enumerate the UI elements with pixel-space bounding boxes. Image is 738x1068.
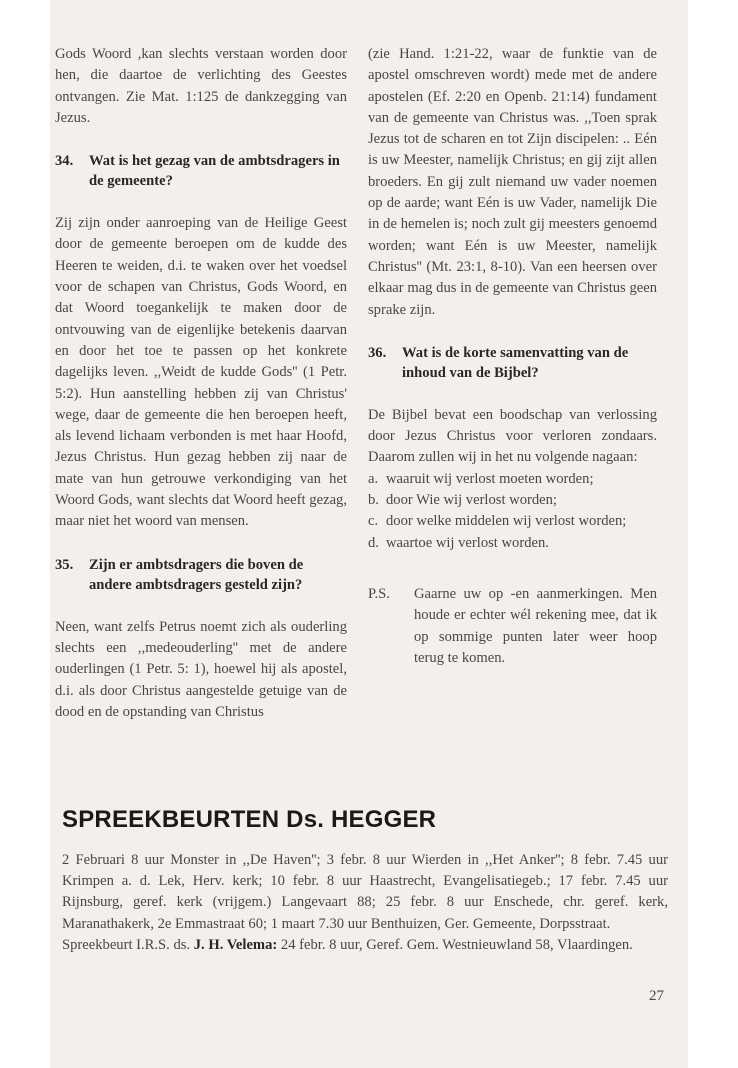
list-item bbox=[368, 490, 657, 511]
list-label: c. bbox=[368, 513, 379, 530]
section-heading: SPREEKBEURTEN Ds. HEGGER bbox=[62, 806, 437, 833]
right-column bbox=[368, 44, 657, 669]
answer-35: Neen, want zelfs Petrus noemt zich als ouderling slechts een ,,medeouderling'' met de andere ouderlingen (1 Petr. 5: 1), hoewel hij als apostel, d.i. als door Christus aangestelde getuige van de dood en de opstanding van Christus bbox=[55, 618, 347, 720]
list-text: door Wie wij verlost worden; bbox=[386, 492, 557, 509]
list-item bbox=[368, 469, 657, 490]
question-number: 34. bbox=[55, 153, 74, 170]
list-text: door welke middelen wij verlost worden; bbox=[386, 513, 627, 530]
answer-34: Zij zijn onder aanroeping van de Heilige Geest door de gemeente beroepen om de kudde des Heeren te weiden, d.i. te waken over het voedsel voor de schapen van Christus, Gods Woord, en dat Woord toegankelijk te maken door de ontvouwing van de eigenlijke betekenis daarvan en door het toe te passen op het konkrete dagelijks leven. ,,Weidt de kudde Gods'' (1 Petr. 5:2). Hun aanstelling hebben zij van Christus' wege, daar de gemeente die hen beroepen heeft, als levend lichaam verbonden is met haar Hoofd, Jezus Christus. Hun gezag hebben zij naar de mate van hun getrouwe verkondiging van het Woord Gods, want slechts dat Woord heeft gezag, maar niet het woord van mensen. bbox=[55, 215, 347, 530]
list-label: d. bbox=[368, 534, 379, 551]
postscript-text: Gaarne uw op -en aanmerkingen. Men houde er echter wél rekening mee, dat ik op sommige punten later weer hoop terug te komen. bbox=[414, 585, 657, 666]
question-text: Zijn er ambtsdragers die boven de andere ambtsdragers gesteld zijn? bbox=[89, 556, 304, 593]
postscript-label: P.S. bbox=[368, 585, 390, 602]
list-item bbox=[368, 533, 657, 554]
list-label: a. bbox=[368, 470, 379, 487]
postscript bbox=[368, 584, 657, 669]
question-35 bbox=[55, 555, 347, 595]
speaker-name: J. H. Velema: bbox=[193, 936, 278, 953]
page bbox=[50, 0, 688, 1068]
list-item bbox=[368, 511, 657, 532]
answer-36: De Bijbel bevat een boodschap van verlossing door Jezus Christus voor verloren zondaars. Daarom zullen wij in het nu volgende nagaan: bbox=[368, 406, 657, 466]
summary-list bbox=[368, 469, 657, 554]
extra-prefix: Spreekbeurt I.R.S. ds. bbox=[62, 936, 191, 953]
page-number: 27 bbox=[649, 988, 664, 1004]
extra-suffix: 24 febr. 8 uur, Geref. Gem. Westnieuwland 58, Vlaardingen. bbox=[280, 936, 633, 953]
schedule-text: 2 Februari 8 uur Monster in ,,De Haven''; 3 febr. 8 uur Wierden in ,,Het Anker''; 8 febr. 7.45 uur Krimpen a. d. Lek, Herv. kerk; 10 febr. 8 uur Haastrecht, Evangelisatiegeb.; 17 febr. 7.45 uur Rijnsburg, geref. kerk (vrijgem.) Langevaart 88; 25 febr. 8 uur Enschede, chr. geref. kerk, Maranathakerk, 2e Emmastraat 60; 1 maart 7.30 uur Benthuizen, Ger. Gemeente, Dorpsstraat. bbox=[62, 852, 668, 932]
question-number: 35. bbox=[55, 556, 74, 573]
list-text: waaruit wij verlost moeten worden; bbox=[386, 470, 594, 487]
list-label: b. bbox=[368, 492, 379, 509]
list-text: waartoe wij verlost worden. bbox=[386, 534, 549, 551]
question-number: 36. bbox=[368, 344, 387, 361]
question-34 bbox=[55, 151, 347, 191]
schedule-extra bbox=[62, 935, 668, 956]
question-text: Wat is de korte samenvatting van de inhoud van de Bijbel? bbox=[402, 344, 629, 381]
question-36 bbox=[368, 343, 657, 383]
left-column bbox=[55, 44, 347, 723]
intro-paragraph: Gods Woord ,kan slechts verstaan worden door hen, die daartoe de verlichting des Geestes ontvangen. Zie Mat. 1:125 de dankzegging van Jezus. bbox=[55, 46, 347, 126]
schedule-block bbox=[62, 850, 668, 956]
question-text: Wat is het gezag van de ambtsdragers in de gemeente? bbox=[89, 153, 340, 190]
continuation-paragraph: (zie Hand. 1:21-22, waar de funktie van de apostel omschreven wordt) mede met de andere apostelen (Ef. 2:20 en Openb. 21:14) fundament van de gemeente van Christus was. ,,Toen sprak Jezus tot de scharen en tot Zijn discipelen: .. Eén is uw Meester, namelijk Christus; en gij zijt allen broeders. En gij zult niemand uw vader noemen op de aarde; want Eén is uw Vader, namelijk Die in de hemelen is; noch zult gij meesters genoemd worden; want Eén is uw Meester, namelijk Christus'' (Mt. 23:1, 8-10). Van een heersen over elkaar mag dus in de gemeente van Christus geen sprake zijn. bbox=[368, 46, 657, 318]
